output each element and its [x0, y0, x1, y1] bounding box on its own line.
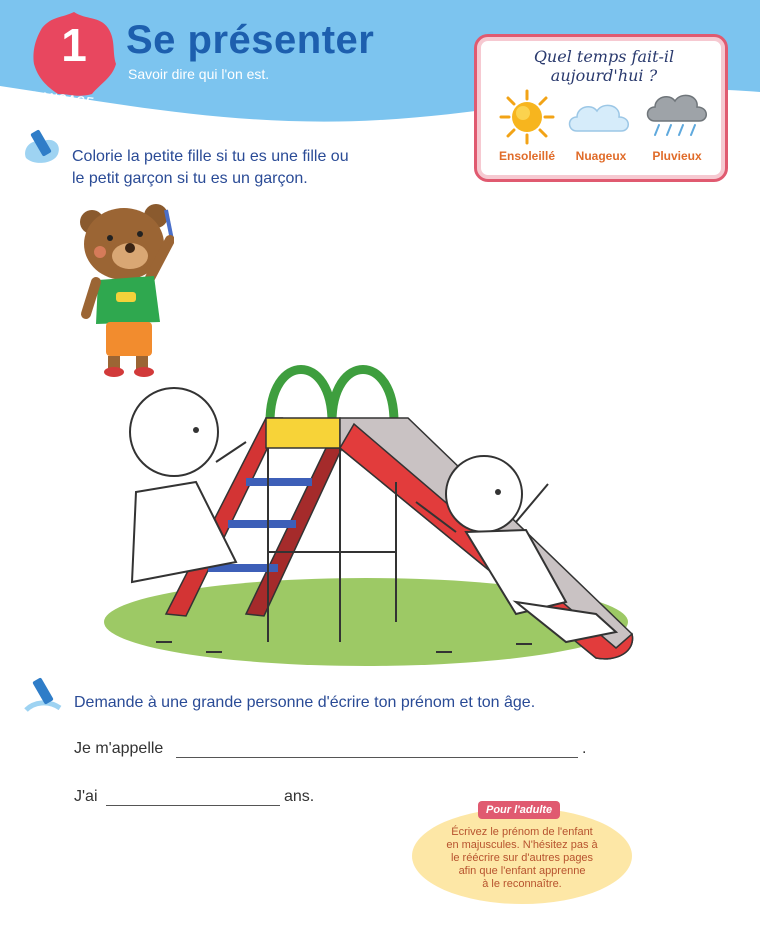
- weather-question: Quel temps fait-il aujourd'hui ?: [533, 47, 675, 85]
- weather-label-rainy: Pluvieux: [652, 149, 702, 163]
- playground-illustration: [96, 352, 656, 682]
- age-label: J'ai: [74, 788, 98, 805]
- exercise1-instruction: [72, 146, 349, 190]
- weather-box: [474, 34, 728, 182]
- exercise2-instruction: Demande à une grande personne d'écrire ton prénom et ton âge.: [74, 694, 536, 711]
- name-write-line[interactable]: [176, 743, 578, 758]
- weather-label-sunny: Ensoleillé: [498, 149, 556, 163]
- page-title: Se présenter: [126, 18, 375, 62]
- rain-cloud-icon[interactable]: [643, 91, 713, 141]
- adult-note-tag: Pour l'adulte: [478, 801, 560, 819]
- exercise1-line1: Colorie la petite fille si tu es une fille ou: [72, 148, 349, 165]
- exercise1-line2: le petit garçon si tu es un garçon.: [72, 170, 308, 187]
- adult-note-line5: à le reconnaître.: [482, 878, 562, 890]
- name-line-end: .: [582, 740, 587, 757]
- adult-note-line4: afin que l'enfant apprenne: [458, 865, 586, 877]
- cloud-icon[interactable]: [565, 97, 635, 137]
- adult-note-line2: en majuscules. N'hésitez pas à: [446, 839, 598, 851]
- adult-note-text: [428, 826, 616, 891]
- crayon-icon: [22, 128, 66, 168]
- pencil-icon: [24, 676, 64, 714]
- age-unit: ans.: [284, 788, 315, 805]
- lesson-number: 1: [61, 19, 87, 71]
- adult-note-line1: Écrivez le prénom de l'enfant: [451, 826, 593, 838]
- sun-icon[interactable]: [499, 89, 555, 145]
- weather-label-cloudy: Nuageux: [575, 149, 627, 163]
- adult-note-line3: le réécrire sur d'autres pages: [450, 852, 594, 864]
- name-label: Je m'appelle: [74, 740, 164, 757]
- page-subtitle: Savoir dire qui l'on est.: [128, 66, 270, 82]
- section-tag: LANGAGE: [31, 89, 95, 109]
- age-write-line[interactable]: [106, 791, 280, 806]
